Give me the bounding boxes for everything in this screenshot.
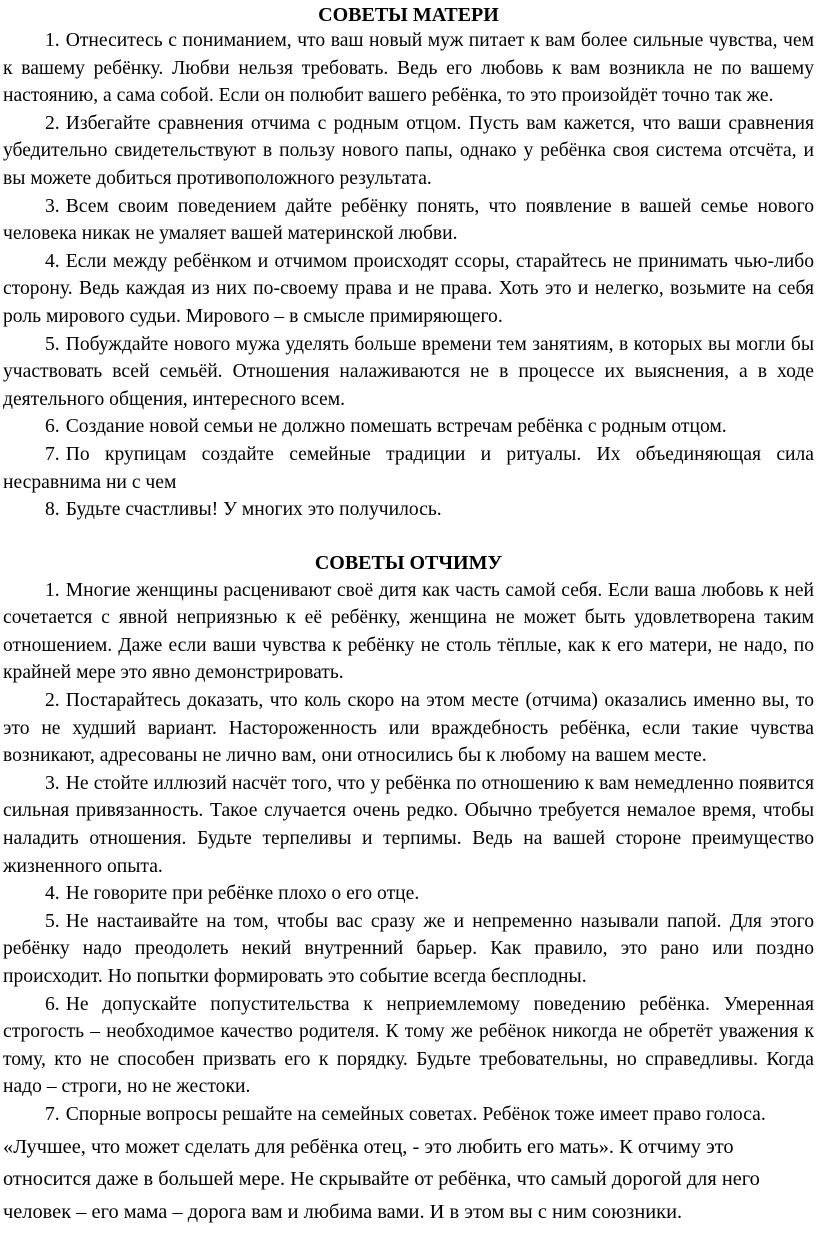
item-number: 4. (45, 883, 60, 905)
mother-advice-4 (3, 248, 814, 331)
stepfather-advice-3 (3, 770, 814, 880)
mother-advice-2 (3, 110, 814, 193)
closing-paragraph: «Лучшее, что может сделать для ребёнка отец, - это любить его мать». К отчиму это относится даже в большей мере. Не скрывайте от ребёнка, что самый дорогой для него человек – его мама – дорога вам и любима вами. И в этом вы с ним союзники. (3, 1135, 760, 1223)
mother-advice-8 (3, 496, 814, 524)
item-number: 5. (45, 910, 60, 932)
item-text: Создание новой семьи не должно помешать встречам ребёнка с родным отцом. (65, 416, 727, 438)
item-text: Избегайте сравнения отчима с родным отцом. Пусть вам кажется, что ваши сравнения убедительно свидетельствуют в пользу нового папы, однако у ребёнка своя система отсчёта, и вы можете добиться противоположного результата. (3, 112, 814, 189)
item-text: Не говорите при ребёнке плохо о его отце. (65, 883, 420, 905)
section-title-stepfather: СОВЕТЫ ОТЧИМУ (314, 551, 503, 574)
stepfather-advice-5 (3, 908, 814, 991)
item-number: 4. (45, 250, 60, 272)
item-text: Отнеситесь с пониманием, что ваш новый муж питает к вам более сильные чувства, чем к вашему ребёнку. Любви нельзя требовать. Ведь его любовь к вам возникла не по вашему настоянию, а сама собой. Если он полюбит вашего ребёнка, то это произойдёт точно так же. (3, 30, 814, 107)
item-text: Будьте счастливы! У многих это получилось. (65, 499, 442, 521)
item-text: Не допускайте попустительства к неприемлемому поведению ребёнка. Умеренная строгость – необходимое качество родителя. К тому же ребёнок никогда не обретёт уважения к тому, кто не способен призвать его к порядку. Будьте требовательны, но справедливы. Когда надо – строги, но не жестоки. (3, 993, 814, 1098)
item-number: 8. (45, 499, 60, 521)
item-number: 7. (45, 1103, 60, 1125)
item-text: Всем своим поведением дайте ребёнку понять, что появление в вашей семье нового человека никак не умаляет вашей материнской любви. (3, 195, 814, 245)
item-number: 3. (45, 772, 60, 794)
section-title-mother: СОВЕТЫ МАТЕРИ (318, 4, 499, 26)
item-text: Не настаивайте на том, чтобы вас сразу же и непременно называли папой. Для этого ребёнку надо преодолеть некий внутренний барьер. Как правило, это рано или поздно происходит. Но попытки формировать это событие всегда бесплодны. (3, 910, 814, 987)
item-number: 7. (45, 443, 60, 465)
item-text: Не стойте иллюзий насчёт того, что у ребёнка по отношению к вам немедленно появится сильная привязанность. Такое случается очень редко. Обычно требуется немалое время, чтобы наладить отношения. Будьте терпеливы и терпимы. Ведь на вашей стороне преимущество жизненного опыта. (3, 772, 814, 877)
item-text: Если между ребёнком и отчимом происходят ссоры, старайтесь не принимать чью-либо сторону. Ведь каждая из них по-своему права и не права. Хоть это и нелегко, возьмите на себя роль мирового судьи. Мирового – в смысле примиряющего. (3, 250, 814, 327)
item-text: Постарайтесь доказать, что коль скоро на этом месте (отчима) оказались именно вы, то это не худший вариант. Настороженность или враждебность ребёнка, если такие чувства возникают, адресованы не лично вам, они относились бы к любому на вашем месте. (3, 690, 814, 767)
item-number: 1. (45, 579, 60, 601)
item-number: 2. (45, 112, 60, 134)
mother-advice-1 (3, 27, 814, 110)
item-number: 6. (45, 993, 60, 1015)
item-text: Многие женщины расценивают своё дитя как часть самой себя. Если ваша любовь к ней сочетается с явной неприязнью к её ребёнку, женщина не может быть удовлетворена таким отношением. Даже если ваши чувства к ребёнку не столь тёплые, как к его матери, не надо, по крайней мере это явно демонстрировать. (3, 579, 814, 684)
mother-advice-7 (3, 441, 814, 496)
stepfather-advice-7 (3, 1101, 814, 1129)
mother-advice-5 (3, 331, 814, 414)
item-text: Побуждайте нового мужа уделять больше времени тем занятиям, в которых вы могли бы участвовать всей семьёй. Отношения налаживаются не в процессе их выяснения, а в ходе деятельного общения, интересного всем. (3, 333, 814, 410)
item-text: Спорные вопросы решайте на семейных советах. Ребёнок тоже имеет право голоса. (65, 1103, 766, 1125)
item-number: 5. (45, 333, 60, 355)
stepfather-advice-1 (3, 577, 814, 687)
stepfather-advice-6 (3, 991, 814, 1101)
stepfather-advice-2 (3, 687, 814, 770)
item-text: По крупицам создайте семейные традиции и ритуалы. Их объединяющая сила несравнима ни с чем (3, 443, 814, 493)
mother-advice-3 (3, 193, 814, 248)
item-number: 3. (45, 195, 60, 217)
stepfather-advice-4 (3, 880, 814, 908)
item-number: 2. (45, 690, 60, 712)
mother-advice-6 (3, 413, 814, 441)
item-number: 1. (45, 30, 60, 51)
item-number: 6. (45, 416, 60, 438)
